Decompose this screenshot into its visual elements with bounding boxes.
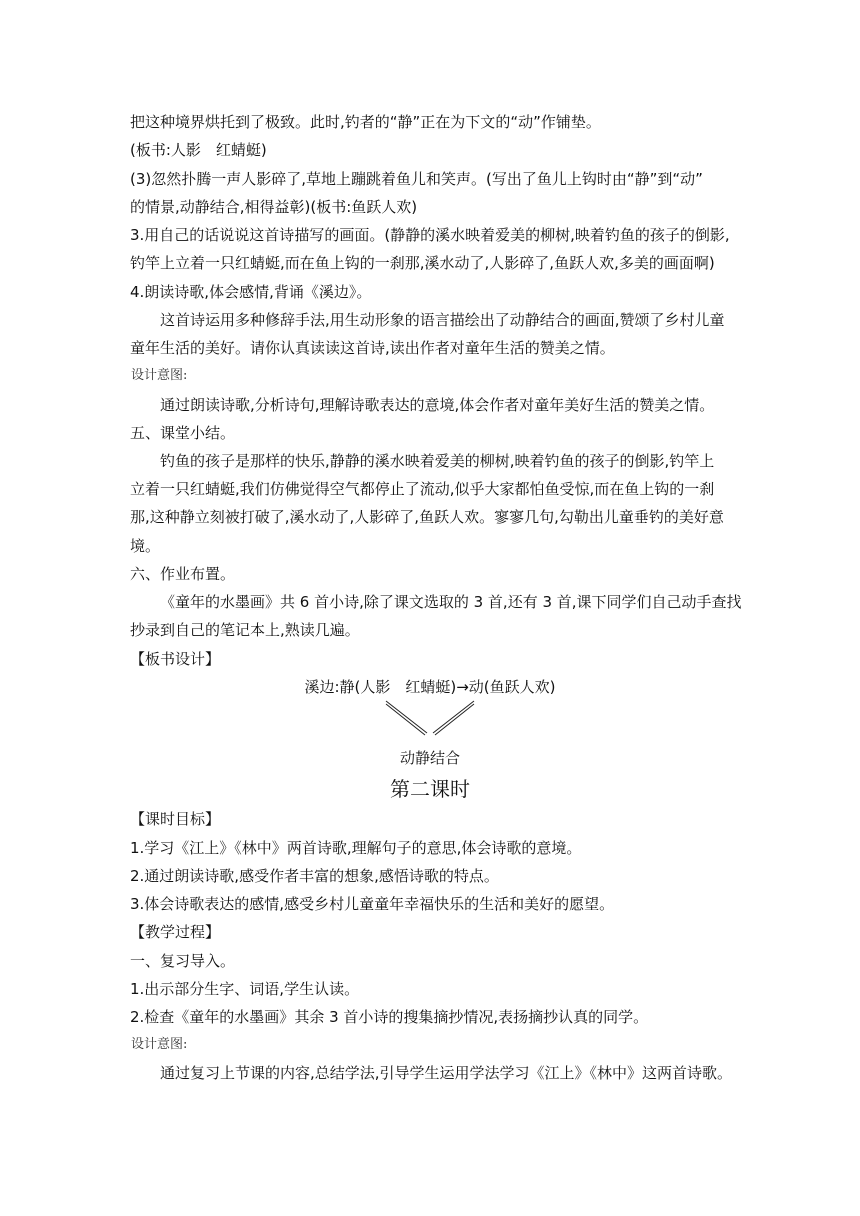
section-label: 【课时目标】 — [130, 810, 221, 828]
section-label: 【板书设计】 — [130, 650, 221, 668]
paragraph-line: 钓竿上立着一只红蜻蜓,而在鱼上钩的一刹那,溪水动了,人影碎了,鱼跃人欢,多美的画面啊) — [130, 254, 715, 272]
paragraph-line: 通过朗读诗歌,分析诗句,理解诗歌表达的意境,体会作者对童年美好生活的赞美之情。 — [160, 396, 715, 414]
paragraph-line: 4.朗读诗歌,体会感情,背诵《溪边》。 — [130, 283, 372, 301]
section-heading: 五、课堂小结。 — [130, 424, 236, 442]
paragraph-line: 把这种境界烘托到了极致。此时,钓者的“静”正在为下文的“动”作铺垫。 — [130, 113, 601, 131]
board-design-v-lines — [380, 697, 480, 739]
paragraph-line: 的情景,动静结合,相得益彰)(板书:鱼跃人欢) — [130, 198, 418, 216]
design-intent-label: 设计意图: — [131, 368, 188, 383]
paragraph-line: (板书:人影 红蜻蜓) — [130, 141, 267, 159]
paragraph-line: 这首诗运用多种修辞手法,用生动形象的语言描绘出了动静结合的画面,赞颂了乡村儿童 — [160, 311, 725, 329]
paragraph-line: 3.用自己的话说说这首诗描写的画面。(静静的溪水映着爱美的柳树,映着钓鱼的孩子的倒影, — [130, 226, 730, 244]
paragraph-line: (3)忽然扑腾一声人影碎了,草地上蹦跳着鱼儿和笑声。(写出了鱼儿上钩时由“静”到“动” — [130, 170, 703, 188]
paragraph-line: 3.体会诗歌表达的感情,感受乡村儿童童年幸福快乐的生活和美好的愿望。 — [130, 895, 615, 913]
paragraph-line: 钓鱼的孩子是那样的快乐,静静的溪水映着爱美的柳树,映着钓鱼的孩子的倒影,钓竿上 — [160, 452, 715, 470]
paragraph-line: 1.出示部分生字、词语,学生认读。 — [130, 980, 360, 998]
section-heading: 六、作业布置。 — [130, 565, 236, 583]
paragraph-line: 通过复习上节课的内容,总结学法,引导学生运用学法学习《江上》《林中》这两首诗歌。 — [160, 1064, 733, 1082]
lesson-title: 第二课时 — [390, 777, 470, 801]
paragraph-line: 那,这种静立刻被打破了,溪水动了,人影碎了,鱼跃人欢。寥寥几句,勾勒出儿童垂钓的美好意 — [130, 508, 724, 526]
paragraph-line: 抄录到自己的笔记本上,熟读几遍。 — [130, 621, 360, 639]
paragraph-line: 《童年的水墨画》共 6 首小诗,除了课文选取的 3 首,还有 3 首,课下同学们自己动手查找 — [160, 593, 742, 611]
paragraph-line: 童年生活的美好。请你认真读读这首诗,读出作者对童年生活的赞美之情。 — [130, 339, 615, 357]
section-heading: 一、复习导入。 — [130, 952, 236, 970]
paragraph-line: 2.检查《童年的水墨画》其余 3 首小诗的搜集摘抄情况,表扬摘抄认真的同学。 — [130, 1008, 649, 1026]
board-design-top: 溪边:静(人影 红蜻蜓)→动(鱼跃人欢) — [304, 678, 556, 696]
paragraph-line: 立着一只红蜻蜓,我们仿佛觉得空气都停止了流动,似乎大家都怕鱼受惊,而在鱼上钩的一刹 — [130, 480, 715, 498]
board-design-bottom: 动静结合 — [399, 749, 460, 767]
paragraph-line: 2.通过朗读诗歌,感受作者丰富的想象,感悟诗歌的特点。 — [130, 867, 499, 885]
design-intent-label: 设计意图: — [131, 1037, 188, 1052]
paragraph-line: 1.学习《江上》《林中》两首诗歌,理解句子的意思,体会诗歌的意境。 — [130, 839, 582, 857]
paragraph-line: 境。 — [130, 537, 161, 555]
section-label: 【教学过程】 — [130, 923, 221, 941]
